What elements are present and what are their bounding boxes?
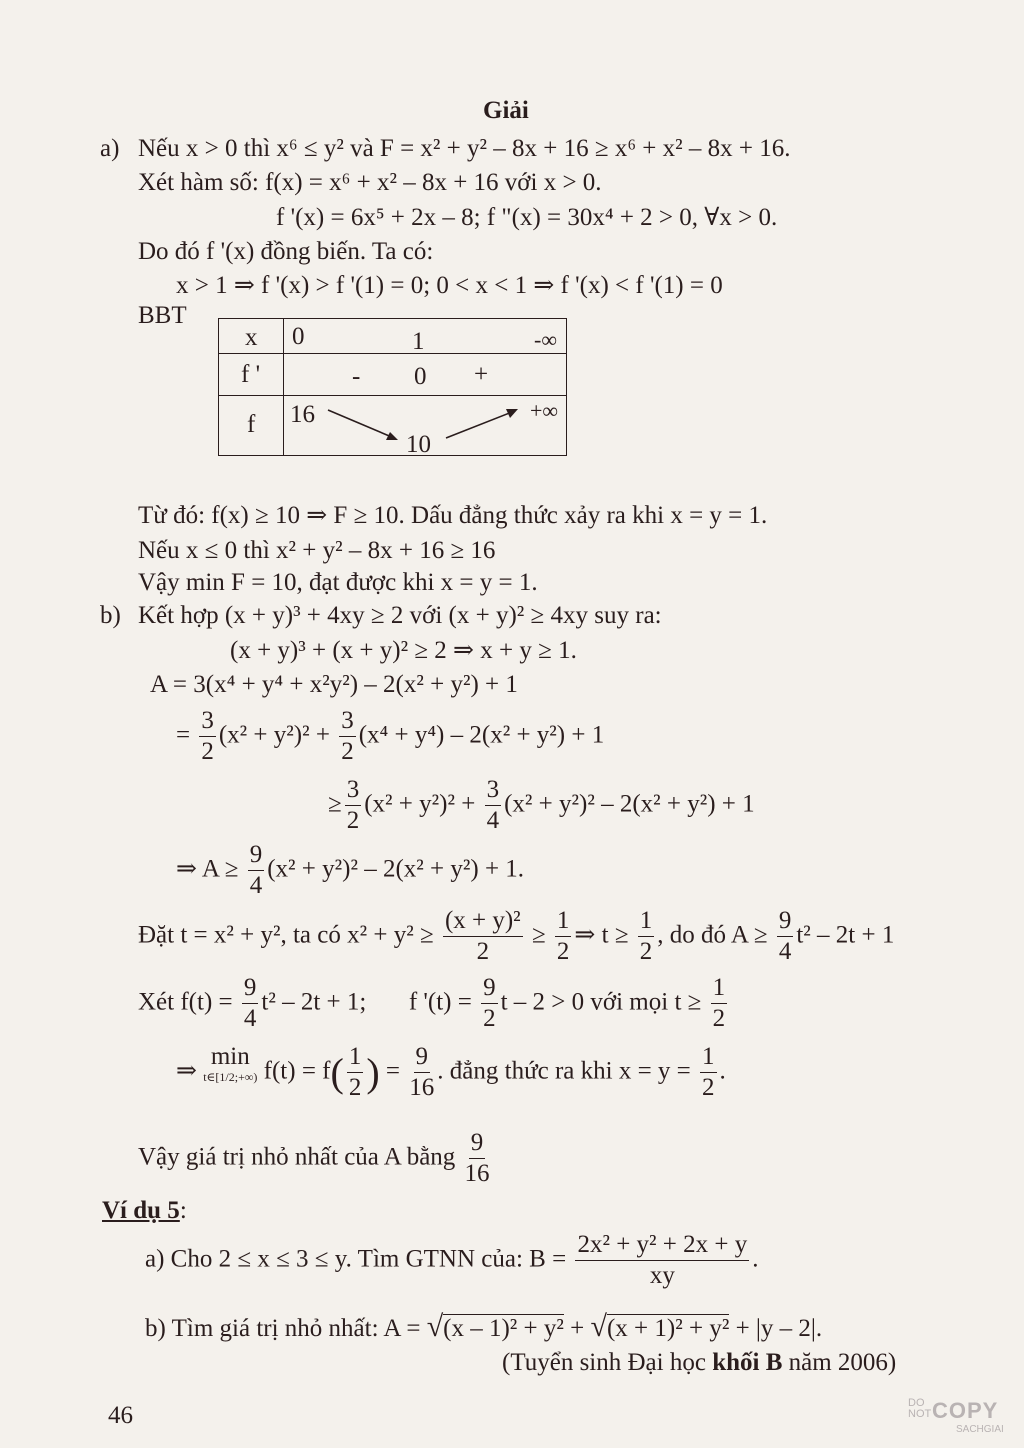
variation-table (218, 318, 567, 456)
frac-9-16: $\frac{9}{16}$ (464, 1129, 490, 1188)
bbt-x-header: x (245, 324, 258, 351)
part-b-line-3: A = 3(x⁴ + y⁴ + x²y²) – 2(x² + y²) + 1 (150, 671, 518, 698)
frac-1-2: $\frac{1}{2}$ (556, 907, 570, 966)
sqrt-sign-1: √ (426, 1310, 444, 1343)
part-b-line-10: Vậy giá trị nhỏ nhất của A bằng $\frac{9}{16}$ (138, 1129, 490, 1188)
part-b-line-4: = $\frac{3}{2}$ (x² + y²)² + $\frac{3}{2}$ (x⁴ + y⁴) – 2(x² + y²) + 1 (176, 707, 605, 766)
frac-3-4: $\frac{3}{4}$ (486, 776, 500, 835)
bbt-fprime-header: f ' (241, 361, 261, 388)
bbt-fprime-minus: - (352, 363, 361, 390)
frac-9-4: $\frac{9}{4}$ (243, 974, 257, 1033)
sqrt-sign-2: √ (590, 1310, 607, 1343)
section-title: Giải (483, 97, 529, 124)
bbt-f-inf: +∞ (530, 398, 559, 423)
part-a-line-6: Từ đó: f(x) ≥ 10 ⇒ F ≥ 10. Dấu đẳng thức xảy ra khi x = y = 1. (138, 502, 768, 529)
part-a-line-2: Xét hàm số: f(x) = x⁶ + x² – 8x + 16 với x > 0. (138, 169, 602, 196)
frac-3-2: $\frac{3}{2}$ (201, 707, 214, 766)
part-b-line-8: Xét f(t) = $\frac{9}{4}$ t² – 2t + 1; f '(t) = $\frac{9}{2}$ t – 2 > 0 với mọi t ≥ $\frac{1}{2}$ (138, 974, 726, 1033)
part-b-label: b) (100, 602, 121, 629)
part-a-line-3: f '(x) = 6x⁵ + 2x – 8; f "(x) = 30x⁴ + 2 > 0, ∀x > 0. (276, 204, 778, 231)
part-b-line-6: ⇒ A ≥ $\frac{9}{4}$ (x² + y²)² – 2(x² + y²) + 1. (176, 841, 525, 900)
frac-9-4: $\frac{9}{4}$ (249, 841, 263, 900)
part-a-line-1: Nếu x > 0 thì x⁶ ≤ y² và F = x² + y² – 8x + 16 ≥ x⁶ + x² – 8x + 16. (138, 135, 791, 162)
bbt-f-16: 16 (290, 401, 315, 428)
min-operator: min t∈[1/2;+∞) (203, 1043, 258, 1084)
part-b-line-5: ≥ $\frac{3}{2}$ (x² + y²)² + $\frac{3}{4}$ (x² + y²)² – 2(x² + y²) + 1 (328, 776, 755, 835)
bbt-f-10: 10 (406, 431, 431, 458)
frac-b-expression: $\frac{\text{2x² + y² + 2x + y}}{xy}$ (577, 1231, 748, 1290)
part-a-label: a) (100, 135, 120, 162)
bbt-x-inf: -∞ (534, 327, 558, 352)
bbt-arrows (284, 396, 566, 456)
frac-1-2: $\frac{1}{2}$ (702, 1043, 715, 1102)
frac-xy2-2: $\frac{\text{(x + y)²}}{2}$ (444, 907, 521, 966)
frac-1-2: $\frac{1}{2}$ (348, 1043, 362, 1102)
bbt-fprime-zero: 0 (414, 363, 427, 390)
frac-3-2: $\frac{3}{2}$ (341, 707, 354, 766)
radicand-2: (x + 1)² + y² (606, 1315, 730, 1342)
example-part-b: b) Tìm giá trị nhỏ nhất: A = √(x – 1)² + y² + √(x + 1)² + y² + |y – 2|. (145, 1310, 823, 1343)
bbt-x-0: 0 (292, 323, 305, 350)
bbt-x-1: 1 (412, 328, 425, 355)
watermark-logo: DO NOT COPY SACHGIAI (908, 1397, 1004, 1435)
example-part-a: a) Cho 2 ≤ x ≤ 3 ≤ y. Tìm GTNN của: B = $\frac{\text{2x² + y² + 2x + y}}{xy}$ . (145, 1231, 759, 1290)
radicand-1: (x – 1)² + y² (443, 1315, 564, 1342)
part-a-line-5: x > 1 ⇒ f '(x) > f '(1) = 0; 0 < x < 1 ⇒ f '(x) < f '(1) = 0 (176, 272, 723, 299)
frac-9-2: $\frac{9}{2}$ (483, 974, 496, 1033)
example-source: (Tuyển sinh Đại học khối B năm 2006) (502, 1349, 897, 1376)
frac-9-16: $\frac{9}{16}$ (409, 1043, 435, 1102)
part-a-line-8: Vậy min F = 10, đạt được khi x = y = 1. (138, 569, 538, 596)
frac-3-2: $\frac{3}{2}$ (346, 776, 360, 835)
part-b-line-1: Kết hợp (x + y)³ + 4xy ≥ 2 với (x + y)² ≥ 4xy suy ra: (138, 602, 662, 629)
part-a-line-7: Nếu x ≤ 0 thì x² + y² – 8x + 16 ≥ 16 (138, 537, 496, 564)
frac-1-2: $\frac{1}{2}$ (712, 974, 726, 1033)
bbt-fprime-plus: + (474, 361, 489, 388)
bbt-f-header: f (247, 411, 256, 438)
page-number: 46 (108, 1402, 133, 1429)
part-b-line-7: Đặt t = x² + y², ta có x² + y² ≥ $\frac{\text{(x + y)²}}{2}$ ≥ $\frac{1}{2}$ ⇒ t ≥ $\frac{1}{2}$ , do đó A ≥ $\frac{9}{4}$ t² – 2t + 1 (138, 907, 895, 966)
part-b-line-9: ⇒ min t∈[1/2;+∞) f(t) = f( $\frac{1}{2}$ ) = $\frac{9}{16}$ . đẳng thức ra khi x = y = $\frac{1}{2}$ . (176, 1043, 726, 1102)
part-a-line-4: Do đó f '(x) đồng biến. Ta có: (138, 238, 434, 265)
frac-9-4: $\frac{9}{4}$ (778, 907, 792, 966)
example-heading: Ví dụ 5: (102, 1197, 187, 1224)
part-b-line-2: (x + y)³ + (x + y)² ≥ 2 ⇒ x + y ≥ 1. (230, 637, 577, 664)
bbt-label: BBT (138, 302, 187, 329)
frac-1-2: $\frac{1}{2}$ (639, 907, 653, 966)
